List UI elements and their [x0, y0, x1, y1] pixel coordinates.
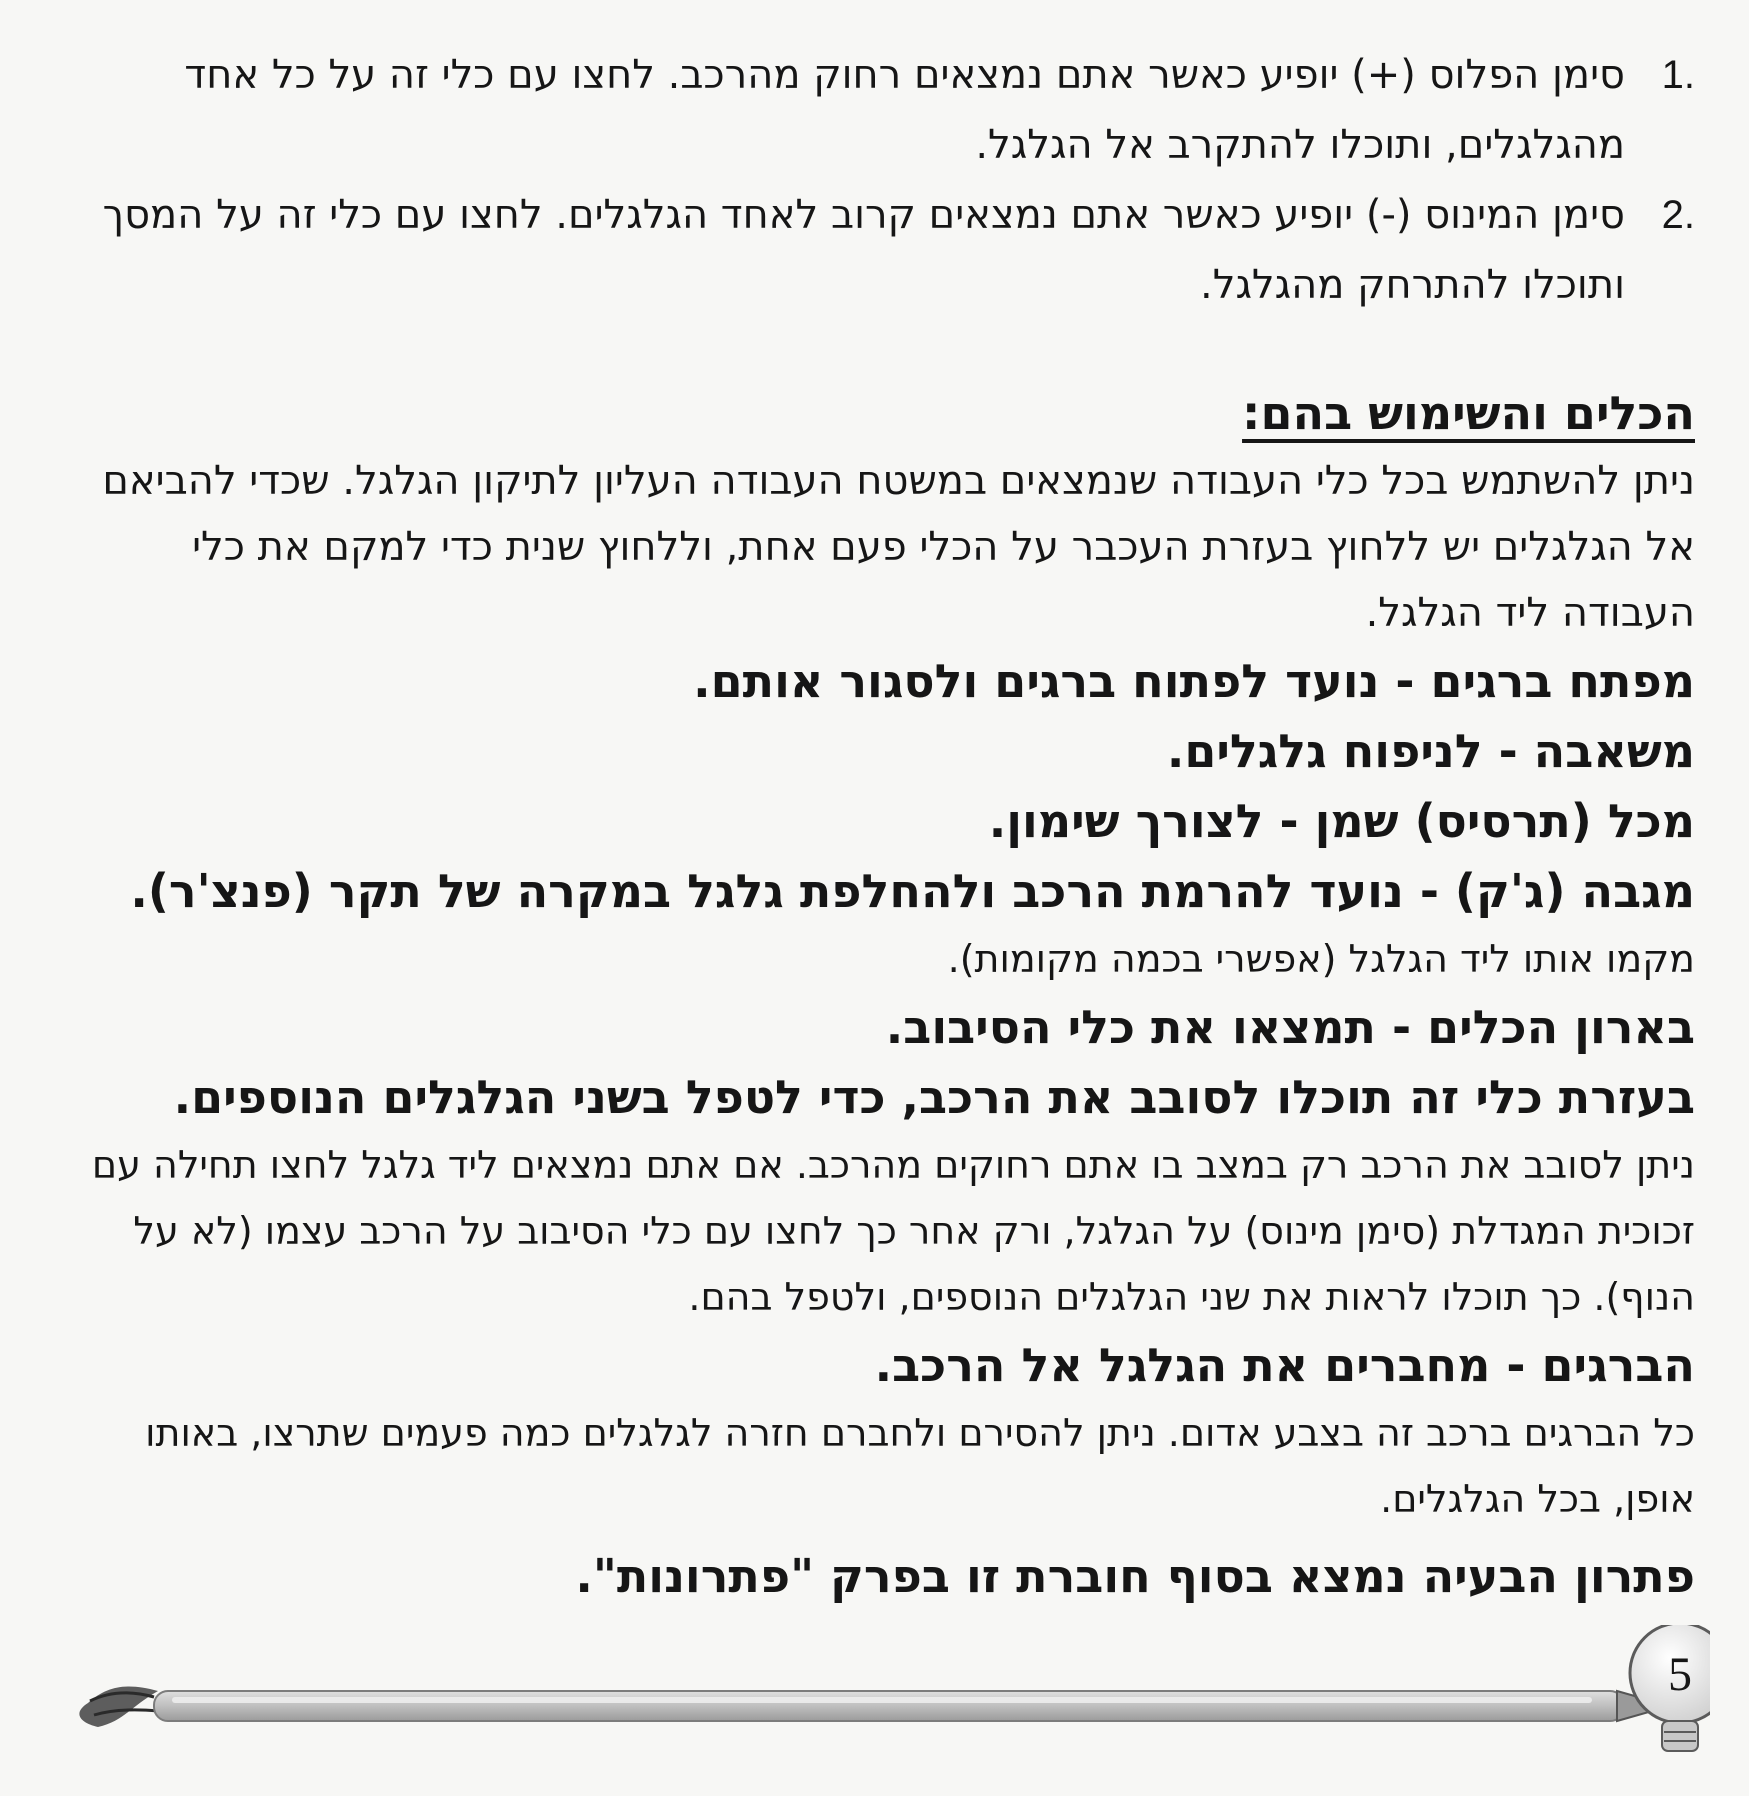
step-item-1 [55, 40, 1695, 180]
step-text: סימן הפלוס (+) יופיע כאשר אתם נמצאים רחוק מהרכב. לחצו עם כלי זה על כל אחד מהגלגלים, ותוכלו להתקרב אל הגלגל. [184, 52, 1625, 168]
bolts-text: כל הברגים ברכב זה בצבע אדום. ניתן להסירם ולחברם חזרה לגלגלים כמה פעמים שתרצו, באותו אופן, בכל הגלגלים. [145, 1411, 1695, 1521]
solution-note: פתרון הבעיה נמצא בסוף חוברת זו בפרק "פתרונות". [575, 1549, 1695, 1603]
jack-note: מקמו אותו ליד הגלגל (אפשרי בכמה מקומות). [947, 937, 1695, 981]
page-footer [70, 1625, 1710, 1775]
step-text: סימן המינוס (-) יופיע כאשר אתם נמצאים קרוב לאחד הגלגלים. לחצו עם כלי זה על המסך ותוכלו להתרחק מהגלגל. [102, 192, 1625, 308]
tool-oil-can: מכל (תרסיס) שמן - לצורך שימון. [988, 794, 1695, 848]
tool-wrench: מפתח ברגים - נועד לפתוח ברגים ולסגור אותם. [693, 654, 1695, 708]
step-item-2 [55, 180, 1695, 320]
toolbox-heading: בארון הכלים - תמצאו את כלי הסיבוב. [885, 1000, 1695, 1054]
section-title: הכלים והשימוש בהם: [1242, 386, 1695, 440]
pencil-divider-icon [70, 1625, 1710, 1775]
bolts-heading: הברגים - מחברים את הגלגל אל הרכב. [874, 1338, 1695, 1392]
page-number: 5 [1668, 1648, 1692, 1701]
tools-intro: ניתן להשתמש בכל כלי העבודה שנמצאים במשטח העבודה העליון לתיקון הגלגל. שכדי להביאם אל הגלגלים יש ללחוץ בעזרת העכבר על הכלי פעם אחת, וללחוץ שנית כדי למקם את כלי העבודה ליד הגלגל. [102, 458, 1695, 636]
rotate-heading: בעזרת כלי זה תוכלו לסובב את הרכב, כדי לטפל בשני הגלגלים הנוספים. [173, 1070, 1695, 1124]
rotate-text: ניתן לסובב את הרכב רק במצב בו אתם רחוקים מהרכב. אם אתם נמצאים ליד גלגל לחצו תחילה עם זכוכית המגדלת (סימן מינוס) על הגלגל, ורק אחר כך לחצו עם כלי הסיבוב על הרכב עצמו (לא על הנוף). כך תוכלו לראות את שני הגלגלים הנוספים, ולטפל בהם. [91, 1143, 1695, 1319]
tool-pump: משאבה - לניפוח גלגלים. [1166, 724, 1695, 778]
document-page [55, 40, 1695, 1658]
step-number: .1 [1661, 53, 1695, 97]
step-number: .2 [1661, 193, 1695, 237]
tool-jack: מגבה (ג'ק) - נועד להרמת הרכב ולהחלפת גלגל במקרה של תקר (פנצ'ר). [130, 864, 1695, 918]
zoom-steps-list [55, 40, 1695, 320]
